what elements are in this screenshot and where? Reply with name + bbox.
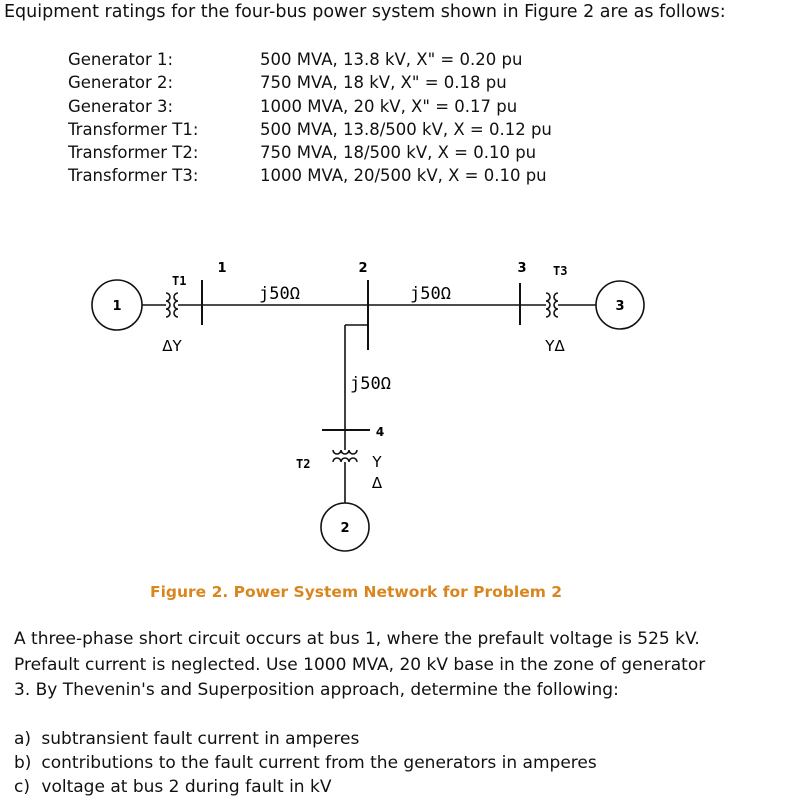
rating-row-transformer-t1 xyxy=(68,118,552,141)
rating-label: Transformer T3: xyxy=(68,166,199,186)
bus-3-label: 3 xyxy=(517,261,527,276)
question-list xyxy=(14,727,597,799)
intro-text: Equipment ratings for the four-bus power system shown in Figure 2 are as follows: xyxy=(4,2,726,22)
question-a xyxy=(14,727,597,751)
transformer-t2-upper-coil xyxy=(333,450,357,454)
rating-row-generator-3 xyxy=(68,95,552,118)
power-system-one-line-diagram xyxy=(0,240,788,560)
rating-value: 500 MVA, 13.8/500 kV, X = 0.12 pu xyxy=(260,119,552,139)
line-1-2-impedance: j50Ω xyxy=(259,284,300,304)
problem-line: Prefault current is neglected. Use 1000 MVA, 20 kV base in the zone of generator xyxy=(14,654,706,675)
transformer-t2-lower-coil xyxy=(333,458,357,462)
question-letter: a) xyxy=(14,729,32,749)
transformer-t3-primary-coil xyxy=(546,293,550,317)
line-2-4-impedance: j50Ω xyxy=(350,374,391,394)
rating-value: 1000 MVA, 20 kV, X" = 0.17 pu xyxy=(260,96,518,116)
equipment-ratings-list xyxy=(68,48,552,188)
question-text: subtransient fault current in amperes xyxy=(41,729,360,749)
transformer-t3-label: T3 xyxy=(553,264,568,278)
bus-1-label: 1 xyxy=(217,261,227,276)
rating-row-transformer-t2 xyxy=(68,141,552,164)
rating-label: Transformer T1: xyxy=(68,119,199,139)
rating-row-generator-2 xyxy=(68,71,552,94)
question-letter: c) xyxy=(14,777,30,797)
transformer-t2-connection-top: Y xyxy=(372,453,382,471)
bus-4-label: 4 xyxy=(375,425,385,439)
rating-value: 750 MVA, 18 kV, X" = 0.18 pu xyxy=(260,73,507,93)
question-c xyxy=(14,775,597,799)
rating-row-transformer-t3 xyxy=(68,164,552,187)
transformer-t3-connection: YΔ xyxy=(545,337,565,355)
generator-2-label: 2 xyxy=(340,521,350,536)
question-b xyxy=(14,751,597,775)
transformer-t1-connection: ΔY xyxy=(162,337,182,355)
generator-3-label: 3 xyxy=(615,299,625,314)
transformer-t1-secondary-coil xyxy=(174,293,178,317)
transformer-t1-label: T1 xyxy=(172,274,187,288)
rating-value: 1000 MVA, 20/500 kV, X = 0.10 pu xyxy=(260,166,547,186)
transformer-t3-secondary-coil xyxy=(554,293,558,317)
line-2-3-impedance: j50Ω xyxy=(410,284,451,304)
question-text: contributions to the fault current from the generators in amperes xyxy=(41,753,597,773)
figure-caption: Figure 2. Power System Network for Problem 2 xyxy=(150,583,563,601)
rating-row-generator-1 xyxy=(68,48,552,71)
rating-label: Generator 2: xyxy=(68,73,174,93)
rating-value: 750 MVA, 18/500 kV, X = 0.10 pu xyxy=(260,143,537,163)
question-letter: b) xyxy=(14,753,32,773)
rating-label: Generator 1: xyxy=(68,50,174,69)
transformer-t2-label: T2 xyxy=(296,457,311,471)
generator-1-label: 1 xyxy=(112,299,122,314)
bus-2-label: 2 xyxy=(358,261,368,276)
rating-label: Transformer T2: xyxy=(68,143,199,163)
problem-line: 3. By Thevenin's and Superposition approach, determine the following: xyxy=(14,680,619,700)
rating-label: Generator 3: xyxy=(68,96,174,116)
question-text: voltage at bus 2 during fault in kV xyxy=(41,777,332,797)
rating-value: 500 MVA, 13.8 kV, X" = 0.20 pu xyxy=(260,50,523,69)
problem-line: A three-phase short circuit occurs at bus 1, where the prefault voltage is 525 kV. xyxy=(14,629,700,649)
transformer-t1-primary-coil xyxy=(166,293,170,317)
transformer-t2-connection-bottom: Δ xyxy=(371,474,383,492)
problem-statement xyxy=(14,627,786,704)
